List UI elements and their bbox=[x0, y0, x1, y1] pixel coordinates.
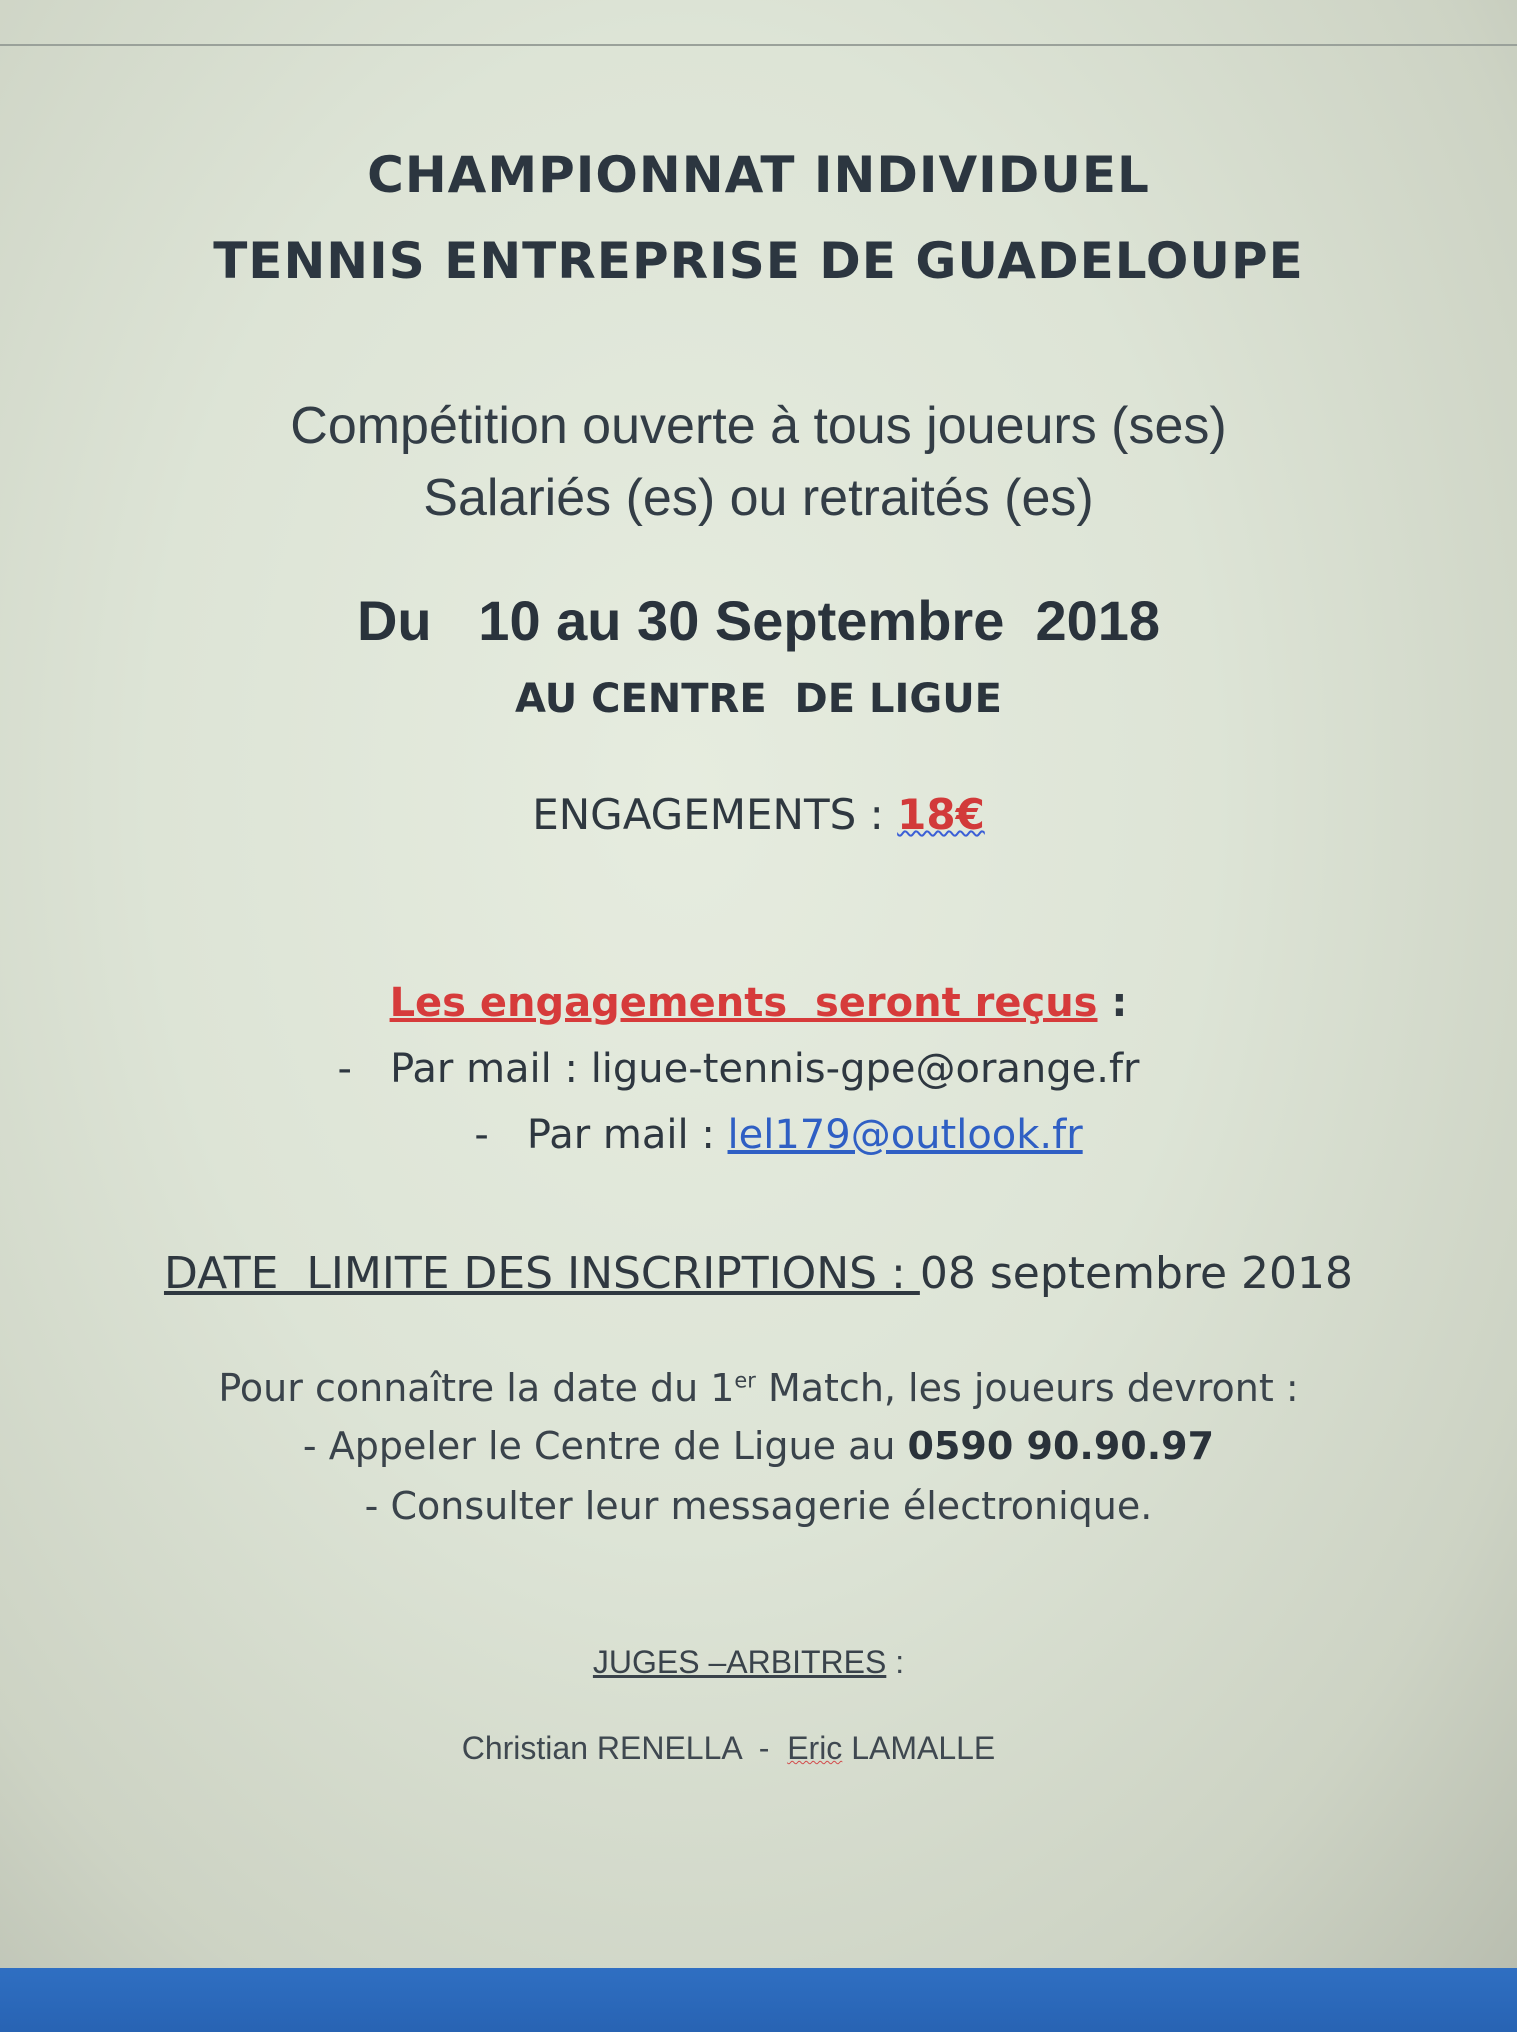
deadline-value: 08 septembre 2018 bbox=[919, 1248, 1354, 1299]
deadline-line bbox=[0, 1248, 1517, 1299]
registration-colon: : bbox=[1097, 980, 1128, 1026]
info-line-2-a: - Appeler le Centre de Ligue au bbox=[302, 1424, 908, 1468]
fee-label: ENGAGEMENTS : bbox=[532, 790, 898, 839]
mail-2-link[interactable]: lel179@outlook.fr bbox=[727, 1112, 1083, 1158]
subtitle-line-1: Compétition ouverte à tous joueurs (ses) bbox=[290, 397, 1227, 455]
mail-line-2 bbox=[20, 1112, 1517, 1158]
event-dates bbox=[0, 588, 1517, 653]
title-line-2: TENNIS ENTREPRISE DE GUADELOUPE bbox=[213, 232, 1304, 290]
mail-1-address[interactable]: ligue-tennis-gpe@orange.fr bbox=[590, 1046, 1140, 1092]
taskbar[interactable] bbox=[0, 1968, 1517, 2032]
judge-separator: - bbox=[740, 1730, 788, 1766]
judge-2-first: Eric bbox=[787, 1730, 843, 1766]
event-location bbox=[0, 676, 1517, 722]
judges-names bbox=[0, 1730, 1487, 1767]
info-line-3: - Consulter leur messagerie électronique. bbox=[364, 1484, 1153, 1528]
registration-title: Les engagements seront reçus bbox=[389, 980, 1098, 1026]
judges-colon: : bbox=[886, 1644, 905, 1680]
mail-1-prefix: - Par mail : bbox=[337, 1046, 591, 1092]
judges-title: JUGES –ARBITRES bbox=[592, 1644, 887, 1680]
info-line-1-a: Pour connaître la date du 1 bbox=[218, 1366, 735, 1410]
judge-1: Christian RENELLA bbox=[461, 1730, 741, 1766]
deadline-label: DATE LIMITE DES INSCRIPTIONS : bbox=[163, 1248, 920, 1299]
judge-2-last: LAMALLE bbox=[842, 1730, 996, 1766]
judges-heading bbox=[0, 1644, 1507, 1681]
event-location-text: AU CENTRE DE LIGUE bbox=[514, 676, 1002, 722]
fee-value: 18€ bbox=[897, 790, 985, 839]
event-dates-text: Du 10 au 30 Septembre 2018 bbox=[356, 589, 1161, 652]
registration-heading bbox=[0, 980, 1517, 1026]
subtitle-line-2: Salariés (es) ou retraités (es) bbox=[423, 469, 1094, 527]
info-line-2 bbox=[0, 1424, 1517, 1468]
info-phone: 0590 90.90.97 bbox=[907, 1424, 1215, 1468]
mail-line-1 bbox=[0, 1046, 1497, 1092]
title-line-1: CHAMPIONNAT INDIVIDUEL bbox=[367, 146, 1150, 204]
info-line-1 bbox=[0, 1366, 1517, 1410]
info-line-1-b: Match, les joueurs devront : bbox=[755, 1366, 1299, 1410]
mail-2-prefix: - Par mail : bbox=[474, 1112, 728, 1158]
fee-line bbox=[0, 790, 1517, 839]
info-line-1-sup: er bbox=[734, 1368, 756, 1393]
window-edge-line bbox=[0, 44, 1517, 46]
